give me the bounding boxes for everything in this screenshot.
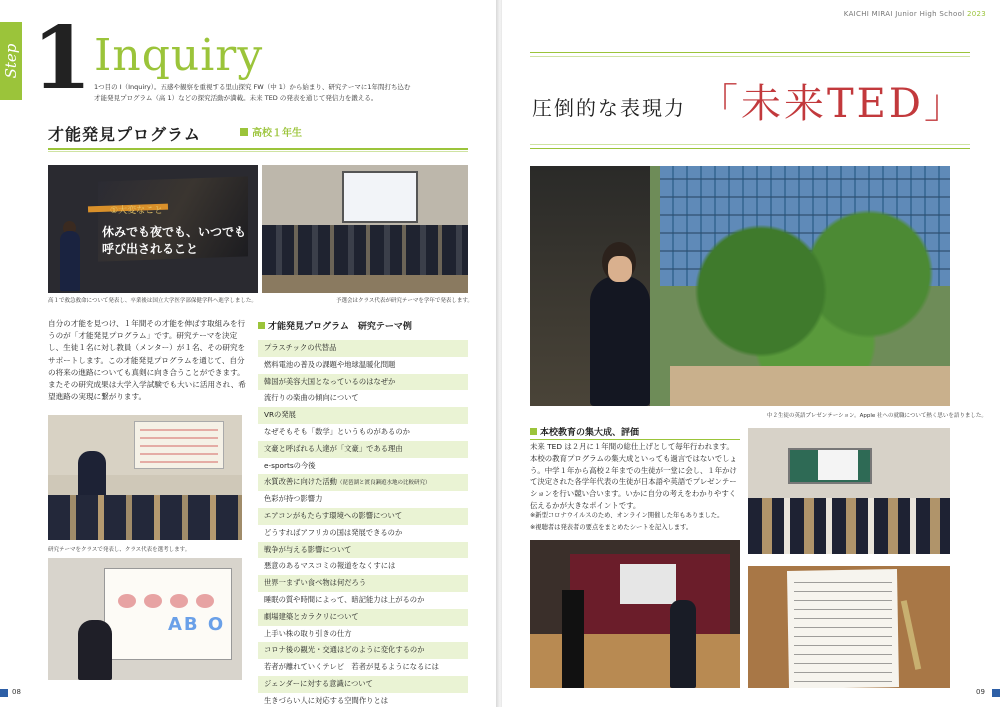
step-tab [0, 22, 22, 100]
stage-screen [620, 564, 676, 604]
pen [901, 600, 921, 670]
photo-caption: 研究テーマをクラスで発表し、クラス代表を選考します。 [48, 547, 191, 553]
body-text: 未来 TED は２月に１年間の総仕上げとして毎年行われます。本校の教育プログラムの集大成といっても過言ではないでしょう。中学１年から高校２年までの生徒が一堂に会し、１年かけて決定された各学年代表の生徒が日本語や英語でプレゼンテーションを行い競い合います。いかに自分の考えをわかりやすく伝えるかが大きなポイントです。 [530, 442, 737, 510]
photo-evaluation-sheet [748, 566, 950, 688]
diagram-shape [170, 594, 188, 608]
photo-presentation-slide [48, 165, 258, 293]
intro-text: 1つ目の I（Inquiry）。五感や観察を重視する里山探究 FW（中 1）から始まり、研究テーマに1年間打ち込む才能発見プログラム（高 1）などの探究活動が満載。未来 TED の発表を通じて発信力を鍛える。 [94, 83, 411, 102]
left-page [0, 0, 498, 707]
headline-highlight: 「未来TED」 [698, 81, 967, 127]
seated-students [48, 495, 242, 540]
courtyard-deck [670, 366, 950, 406]
list-item: 韓国が美容大国となっているのはなぜか [258, 374, 468, 391]
step-label: Step [2, 43, 20, 79]
right-page [502, 0, 1000, 707]
list-item: どうすればアフリカの国は発展できるのか [258, 525, 468, 542]
page-heading: Inquiry [94, 30, 264, 81]
square-bullet-icon [258, 322, 265, 329]
list-item: 色彩が持つ影響力 [258, 491, 468, 508]
slide-text: 呼び出されること [102, 242, 199, 256]
courtyard-trees [680, 206, 950, 376]
list-item: 戦争が与える影響について [258, 542, 468, 559]
section-title: 本校教育の集大成、評価 [540, 428, 640, 438]
divider [530, 148, 970, 149]
sheet-handwriting [794, 578, 892, 682]
list-item: プラスチックの代替品 [258, 340, 468, 357]
list-item: 若者が離れていくテレビ 若者が見るようになるには [258, 659, 468, 676]
slide-text: ①大変なこと [110, 206, 164, 216]
headline: 圧倒的な表現力 [532, 96, 686, 120]
photo-whiteboard-presentation [48, 558, 242, 680]
square-bullet-icon [240, 128, 248, 136]
whiteboard-text: AB O [168, 614, 226, 635]
divider [48, 151, 468, 152]
photo-caption: 中２生徒の英語プレゼンテーション。Apple 社への就職について熱く思いを語りました。 [767, 413, 987, 419]
list-item: 流行りの楽曲の傾向について [258, 390, 468, 407]
diagram-shape [144, 594, 162, 608]
section-title: 才能発見プログラム [48, 125, 201, 144]
divider [530, 52, 970, 53]
diagram-shape [196, 594, 214, 608]
list-item: 睡眠の質や時間によって、暗記能力は上がるのか [258, 592, 468, 609]
divider [48, 148, 468, 150]
slide-text: 休みでも夜でも、いつでも [102, 225, 247, 239]
hero-photo-speaker [530, 166, 950, 406]
list-item: e-sportsの今後 [258, 458, 468, 475]
year: 2023 [966, 10, 986, 18]
step-number: 1 [32, 8, 88, 109]
projector-screen [818, 450, 858, 480]
list-item: VRの発展 [258, 407, 468, 424]
list-item: エアコンがもたらす環境への影響について [258, 508, 468, 525]
page-number: 08 [12, 688, 21, 696]
list-item: 世界一まずい食べ物は何だろう [258, 575, 468, 592]
list-item: 悪意のあるマスコミの報道をなくすには [258, 558, 468, 575]
list-item [258, 474, 468, 491]
list-item: 上手い株の取り引きの仕方 [258, 626, 468, 643]
video-camera [562, 590, 584, 688]
list-item: 劇場建築とカラクリについて [258, 609, 468, 626]
speaker [590, 276, 650, 406]
photo-classroom-presentation [262, 165, 468, 293]
school-name: KAICHI MIRAI Junior High School [843, 10, 965, 18]
list-item-subtext: （琵琶湖と渡良瀬遊水地の比較研究） [336, 480, 431, 487]
photo-stage-filming [530, 540, 740, 688]
note: ※新型コロナウイルスのため、オンライン開催した年もありました。 [530, 512, 724, 519]
photo-classroom-sheets [748, 428, 950, 554]
list-item: コロナ後の観光・交通はどのように変化するのか [258, 642, 468, 659]
poster-content [140, 429, 218, 463]
floor [262, 275, 468, 293]
photo-class-presentation [48, 415, 242, 540]
page-marker [992, 689, 1000, 697]
presenter [78, 620, 112, 680]
page-number: 09 [976, 688, 985, 696]
list-title: 才能発見プログラム 研究テーマ例 [268, 322, 412, 332]
speaker-face [608, 256, 632, 282]
seated-students [748, 498, 950, 554]
grade-label: 高校１年生 [252, 128, 302, 139]
research-topic-list [258, 340, 468, 707]
list-item: 燃料電池の普及の課題や地球温暖化問題 [258, 357, 468, 374]
list-item: 生きづらい人に対応する空間作りとは [258, 693, 468, 707]
divider [530, 56, 970, 57]
list-item: なぜそもそも「数学」というものがあるのか [258, 424, 468, 441]
list-item: 文豪と呼ばれる人達が「文豪」である理由 [258, 441, 468, 458]
photo-caption: 予選会はクラス代表が研究テーマを学年で発表します。 [336, 298, 473, 304]
note: ※視聴者は発表者の要点をまとめたシートを記入します。 [530, 524, 693, 531]
photo-caption: 高１で救急救命について発表し、卒業後は国立大学医学部保健学科へ進学しました。 [48, 298, 257, 304]
diagram-shape [118, 594, 136, 608]
page-marker [0, 689, 8, 697]
list-item: ジェンダーに対する意識について [258, 676, 468, 693]
square-bullet-icon [530, 428, 537, 435]
list-item-text: 水質改善に向けた活動 [264, 477, 337, 487]
body-text: 自分の才能を見つけ、１年間その才能を伸ばす取組みを行うのが「才能発見プログラム」です。研究テーマを決定し、生徒１名に対し教員（メンター）が１名、その研究をサポートします。この才能発見プログラムを通じて、自分の将来の進路についても真剣に向き合うことができます。またその研究成果は大学入学試験でも大いに活用され、希望進路の実現に繋がります。 [48, 319, 246, 402]
running-header [844, 10, 986, 18]
divider [530, 439, 740, 440]
projector-screen [342, 171, 418, 223]
camera-operator [670, 600, 696, 688]
presenter [60, 231, 80, 291]
divider [530, 144, 970, 145]
